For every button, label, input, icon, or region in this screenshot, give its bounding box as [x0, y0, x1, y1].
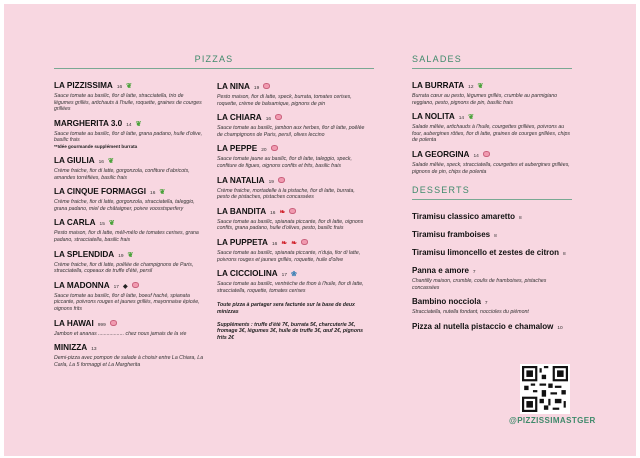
menu-item [217, 238, 367, 263]
menu-item [412, 212, 572, 224]
menu-item-description: Demi-pizza avec pompon de salade à choisir entre La Chiara, La Carla, La 5 formaggi et La Margherita [54, 355, 204, 368]
menu-item-description: Stracciatella, nutella fondant, noccioles du piémont [412, 309, 529, 316]
menu-item [412, 81, 572, 106]
menu-item-name: LA PEPPE [217, 144, 258, 154]
menu-item-name-row [412, 112, 572, 124]
menu-item-name: LA SPLENDIDA [54, 249, 115, 259]
desserts-list [412, 212, 572, 334]
leaf-icon: ❦ [108, 220, 115, 228]
menu-item-name-row [217, 207, 367, 219]
menu-item-name: Panna e amore [412, 266, 469, 276]
menu-item-price: 14 [126, 122, 132, 128]
menu-item-name-row [412, 212, 572, 224]
menu-item-name-row [54, 319, 204, 331]
pig-icon [301, 239, 308, 245]
chili-pepper-icon: ❧ [279, 208, 286, 216]
menu-item-name-row [412, 322, 572, 334]
pizzas-left-list [54, 81, 204, 368]
menu-item-description: Sauce tomate au basilic, fior di latte, boeuf haché, spianata piccante, poivrons rouges et jaunes grillés, mayonnaise épicée, oignons frits [54, 292, 200, 312]
leaf-icon: ❦ [127, 251, 134, 259]
menu-item [217, 176, 367, 201]
salades-title: SALADES [412, 54, 572, 69]
menu-item-description: Pesto maison, fior di latte, méli-mélo de tomates cerises, grana padano, stracciatella, basilic frais [54, 230, 199, 243]
right-column [412, 54, 572, 340]
desserts-title: DESSERTS [412, 185, 572, 200]
menu-item [217, 113, 367, 138]
menu-item-description: Crème fraiche, fior di latte, poêlée de champignons de Paris, stracciatella, copeaux de truffe d'été, persil [54, 261, 194, 275]
menu-item-price: 16 [270, 210, 276, 216]
instagram-handle[interactable]: @PIZZISSIMASTGER [509, 416, 596, 425]
menu-item-note: **Idée gourmande supplément burrata [54, 143, 138, 149]
menu-item-price: 16 [271, 241, 278, 247]
menu-item-price: 7 [484, 301, 488, 307]
menu-item [54, 250, 204, 275]
menu-item-price: 14 [458, 116, 465, 122]
supplements-note: Suppléments : truffe d'été 7€, burrata 5€, charcuterie 3€, fromage 3€, légumes 3€, huile de truffe 3€, œuf 2€, pignons frits 2€ [217, 321, 364, 341]
menu-item [217, 144, 367, 169]
menu-item [54, 319, 204, 338]
menu-item-price: 16 [98, 159, 104, 165]
menu-item-price: 999 [97, 322, 106, 328]
chili-pepper-icon: ❧ [291, 239, 298, 247]
menu-item-price: 8 [494, 234, 497, 240]
menu-item-name-row [412, 81, 572, 93]
menu-item-description: Sauce tomate au basilic, spianata piccante, n'duja, fior di latte, poivrons rouges et jaunes grillés, roquette, huile d'olive [217, 249, 361, 263]
menu-item-name-row [217, 269, 367, 281]
menu-item-price: 10 [557, 325, 563, 331]
menu-item [217, 82, 367, 107]
menu-item-price: 16 [265, 117, 272, 123]
menu-item-price: 8 [519, 216, 522, 222]
menu-item-name-row [412, 150, 572, 162]
qr-code[interactable] [520, 364, 570, 414]
menu-item [412, 297, 572, 316]
menu-item-description: Sauce tomate au basilic, fior di latte, stracciatella, trio de légumes grillés, artichauts à l'huile, roquette, graines de courges grillées [54, 93, 202, 113]
sharing-note: Toute pizza à partager sera facturée sur la base de deux minizzas [217, 302, 355, 315]
menu-item-name-row [412, 266, 572, 278]
menu-item-name: LA NOLITA [412, 112, 455, 122]
menu-item-name-row [412, 297, 572, 309]
menu-item-name: LA CHIARA [217, 113, 262, 123]
pig-icon [271, 145, 278, 151]
menu-item [412, 150, 572, 175]
menu-item-description: Sauce tomate au basilic, spianata piccante, fior di latte, oignons confits, grana padano, huile d'olives, pesto, basilic frais [217, 218, 364, 232]
menu-item-price: 17 [281, 273, 287, 279]
pizzas-title: PIZZAS [54, 54, 374, 69]
menu-item [54, 119, 204, 150]
menu-item [217, 207, 367, 232]
menu-item-description: Salade mêlée, artichauds à l'huile, courgettes grillées, poivrons au four, aubergines rôties, fior di latte, graines de courges grillées, chips de polenta [412, 124, 571, 144]
menu-item-name-row [54, 156, 204, 168]
menu-item-price: 12 [468, 85, 474, 90]
pizzas-right-column [217, 82, 367, 341]
menu-item-name-row [54, 250, 204, 262]
menu-item-description: Sauce tomate jaune au basilic, fior di latte, taleggio, speck, confiture de figues, oignons confits et frits, basilic frais [217, 156, 352, 169]
menu-item-description: Chantilly maison, crumble, coulis de framboises, pistaches concassées [412, 278, 547, 291]
menu-item-name: LA CINQUE FORMAGGI [54, 187, 147, 197]
menu-item-price: 8 [563, 252, 566, 258]
menu-item-name: Bambino nocciola [412, 297, 481, 307]
menu-item-price: 17 [113, 284, 119, 290]
menu-item-name-row [217, 238, 367, 250]
menu-item-price: 13 [91, 347, 97, 353]
leaf-icon: ❦ [126, 83, 133, 90]
menu-item [412, 248, 572, 260]
menu-item-name: MARGHERITA 3.0 [54, 118, 123, 128]
leaf-icon: ❦ [107, 157, 114, 165]
menu-item-name-row [54, 187, 204, 199]
menu-item-name-row [54, 119, 204, 131]
menu-item-name-row [217, 144, 367, 156]
menu-item-price: 14 [473, 153, 479, 159]
menu-item [54, 81, 204, 113]
menu-item [54, 281, 204, 313]
menu-item-name: Pizza al nutella pistaccio e chamalow [412, 321, 554, 331]
menu-item-name: LA HAWAI [54, 318, 94, 328]
menu-item-description: Crème fraiche, fior di latte, gorgonzola, confiture d'abricots, amandes torréfiées, basilic frais [54, 167, 190, 181]
menu-item-name: LA BANDITA [217, 206, 267, 216]
menu-item-name: LA PIZZISSIMA [54, 81, 113, 90]
pig-icon [263, 83, 270, 89]
menu-item-name: Tiramisu limoncello et zestes de citron [412, 248, 560, 258]
menu-item [412, 230, 572, 242]
menu-item-name-row [217, 176, 367, 188]
menu-item-name: LA BURRATA [412, 81, 465, 90]
qr-code-icon [522, 366, 568, 412]
menu-item-price: 16 [150, 191, 156, 197]
menu-item-name: LA MADONNA [54, 280, 110, 290]
menu-item-description: Pesto maison, fior di latte, speck, burrata, tomates cerises, roquette, crème de balsamique, pignons de pin [217, 94, 352, 107]
menu-item-description: Burrata cœur au pesto, légumes grillés, crumble au parmigiano reggiano, pesto, pignons de pin, basilic frais [412, 93, 558, 106]
menu-item-name: Tiramisu classico amaretto [412, 212, 516, 222]
pig-icon [275, 114, 282, 120]
fish-icon: ❀ [291, 271, 297, 279]
menu-item-name-row [412, 248, 572, 260]
menu-item-name: LA GIULIA [54, 155, 95, 165]
menu-item-description: Jambon et ananas .................. chez nous jamais de la vie [54, 330, 187, 337]
menu-item [54, 343, 204, 368]
menu-item-price: 16 [116, 85, 123, 90]
leaf-icon: ❦ [159, 189, 166, 197]
menu-item-name-row [217, 82, 367, 94]
menu-item-name-row [54, 81, 204, 93]
menu-item-name-row [54, 343, 204, 355]
pig-icon [289, 208, 296, 214]
menu-item-name-row [412, 230, 572, 242]
menu-item-price: 7 [472, 270, 476, 276]
menu-item-name: LA NATALIA [217, 175, 265, 185]
salades-list [412, 81, 572, 175]
leaf-icon: ❦ [477, 83, 484, 90]
menu-item-price: 19 [253, 86, 260, 91]
menu-item-price: 15 [99, 222, 105, 228]
menu-item-price: 19 [268, 179, 274, 185]
leaf-icon: ❦ [135, 120, 142, 128]
menu-item [217, 269, 367, 294]
menu-item-name: LA CARLA [54, 218, 96, 228]
pig-icon [483, 151, 490, 157]
leaf-icon: ❦ [468, 114, 474, 122]
menu-item-name: LA GEORGINA [412, 149, 470, 159]
menu-item-name-row [217, 113, 367, 125]
menu-item-description: Sauce tomate au basilic, jambon aux herbes, fior di latte, poêlée de champignons de Paris, persil, olives leccino [217, 125, 365, 138]
menu-page [4, 4, 636, 456]
pig-icon [110, 320, 117, 326]
menu-item-description: Crème fraiche, mortadelle à la pistache, fior di latte, burrata, pesto de pistaches, pistaches concassées [217, 187, 355, 201]
menu-item-name-row [54, 281, 204, 293]
menu-item-name: Tiramisu framboises [412, 230, 491, 240]
pizzas-right-list [217, 82, 367, 294]
menu-item [54, 187, 204, 212]
menu-item-price: 19 [118, 253, 124, 259]
menu-item-name: LA NINA [217, 82, 250, 91]
beef-icon: ◆ [122, 283, 128, 290]
menu-item [412, 266, 572, 291]
menu-item-description: Sauce tomate au basilic, fior di latte, grana padano, huile d'olive, basilic frais [54, 130, 203, 144]
menu-item-description: Sauce tomate au basilic, ventrèche de thon à l'huile, fior di latte, stracciatella, roquette, tomates cerises [217, 281, 364, 294]
menu-item-description: Crème fraiche, fior di latte, gorgonzola, stracciatella, taleggio, grana padano, miel de châtaigner, poivre voosstsperfery [54, 199, 195, 212]
menu-item [412, 112, 572, 144]
pig-icon [132, 282, 139, 288]
menu-item-name: LA PUPPETA [217, 237, 268, 247]
menu-item-name-row [54, 218, 204, 230]
menu-item-price: 20 [261, 148, 267, 154]
menu-item-name: LA CICCIOLINA [217, 269, 278, 279]
chili-pepper-icon: ❧ [281, 239, 288, 247]
menu-item-name: MINIZZA [54, 343, 88, 353]
menu-item [412, 322, 572, 334]
menu-item-description: Salade mêlée, speck, stracciatella, courgettes et aubergines grillées, pignons de pin, chips de polenta [412, 161, 570, 175]
menu-item [54, 218, 204, 243]
menu-item [54, 156, 204, 181]
pig-icon [278, 177, 285, 183]
